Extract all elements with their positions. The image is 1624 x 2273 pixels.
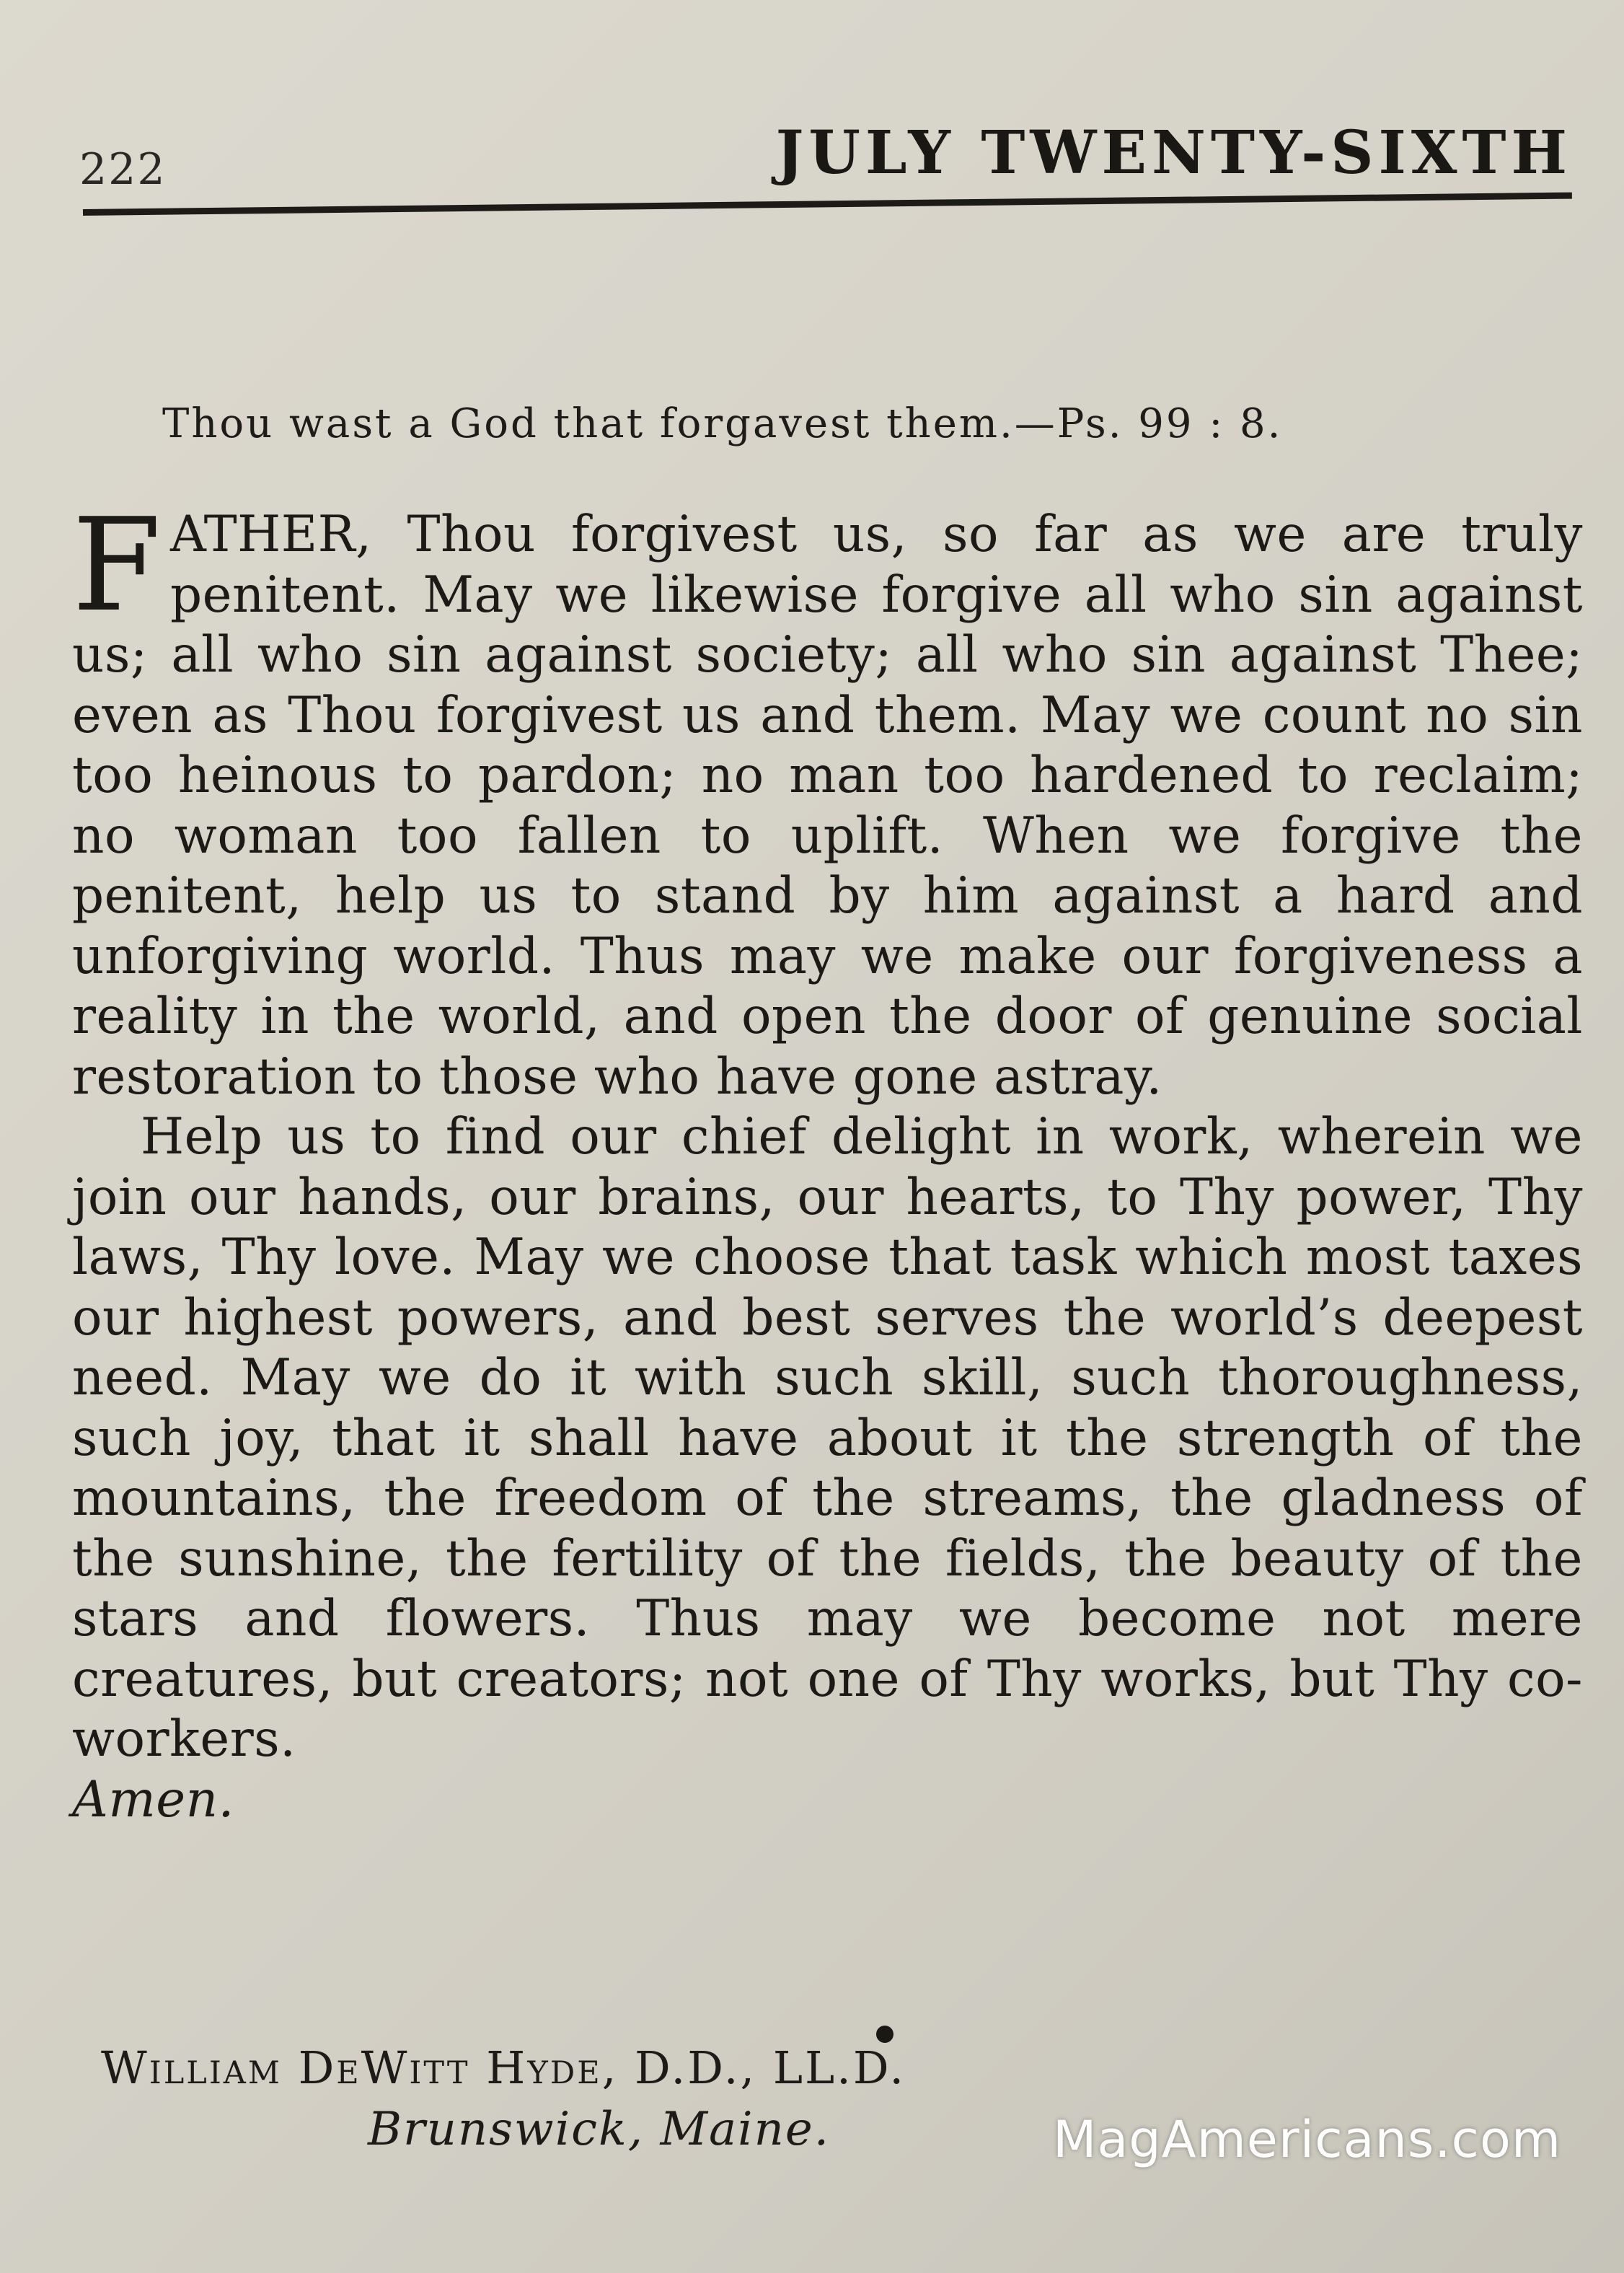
prayer-paragraph-1: [72, 491, 1583, 1107]
paragraph-1-text: ATHER, Thou forgivest us, so far as we are truly penitent. May we likewise forgive all who sin against us; all who sin against society; all who sin against Thee; even as Thou forgivest us and them. May we count no sin too heinous to pardon; no man too hardened to reclaim; no woman too fallen to uplift. When we forgive the penitent, help us to stand by him against a hard and unforgiving world. Thus may we make our forgiveness a reality in the world, and open the door of genuine social restoration to those who have gone astray.: [72, 506, 1583, 1106]
ornament-dot: [876, 2026, 893, 2043]
paragraph-2-text: Help us to find our chief delight in work, wherein we join our hands, our brains, our hearts, to Thy power, Thy laws, Thy love. May we choose that task which most taxes our highest powers, and best serves the world’s deepest need. May we do it with such skill, such thoroughness, such joy, that it shall have about it the strength of the mountains, the freedom of the streams, the gladness of the sunshine, the fertility of the fields, the beauty of the stars and flowers. Thus may we become not mere creatures, but creators; not one of Thy works, but Thy co-workers.: [72, 1108, 1583, 1768]
drop-cap: F: [72, 491, 162, 640]
page-header: [79, 101, 1572, 195]
epigraph-verse: Thou wast a God that forgavest them.—Ps. 99 : 8.: [162, 400, 1283, 447]
author-location: Brunswick, Maine.: [368, 2103, 831, 2156]
prayer-text: [72, 491, 1583, 1830]
page-number: 222: [79, 144, 167, 195]
running-head: JULY TWENTY-SIXTH: [775, 118, 1572, 188]
author-name: William DeWitt Hyde, D.D., LL.D.: [101, 2041, 906, 2094]
header-rule: [83, 193, 1572, 216]
watermark-logo: MagAmericans.com: [1053, 2110, 1562, 2169]
amen-closing: Amen.: [72, 1770, 234, 1829]
prayer-paragraph-2: [72, 1107, 1583, 1830]
